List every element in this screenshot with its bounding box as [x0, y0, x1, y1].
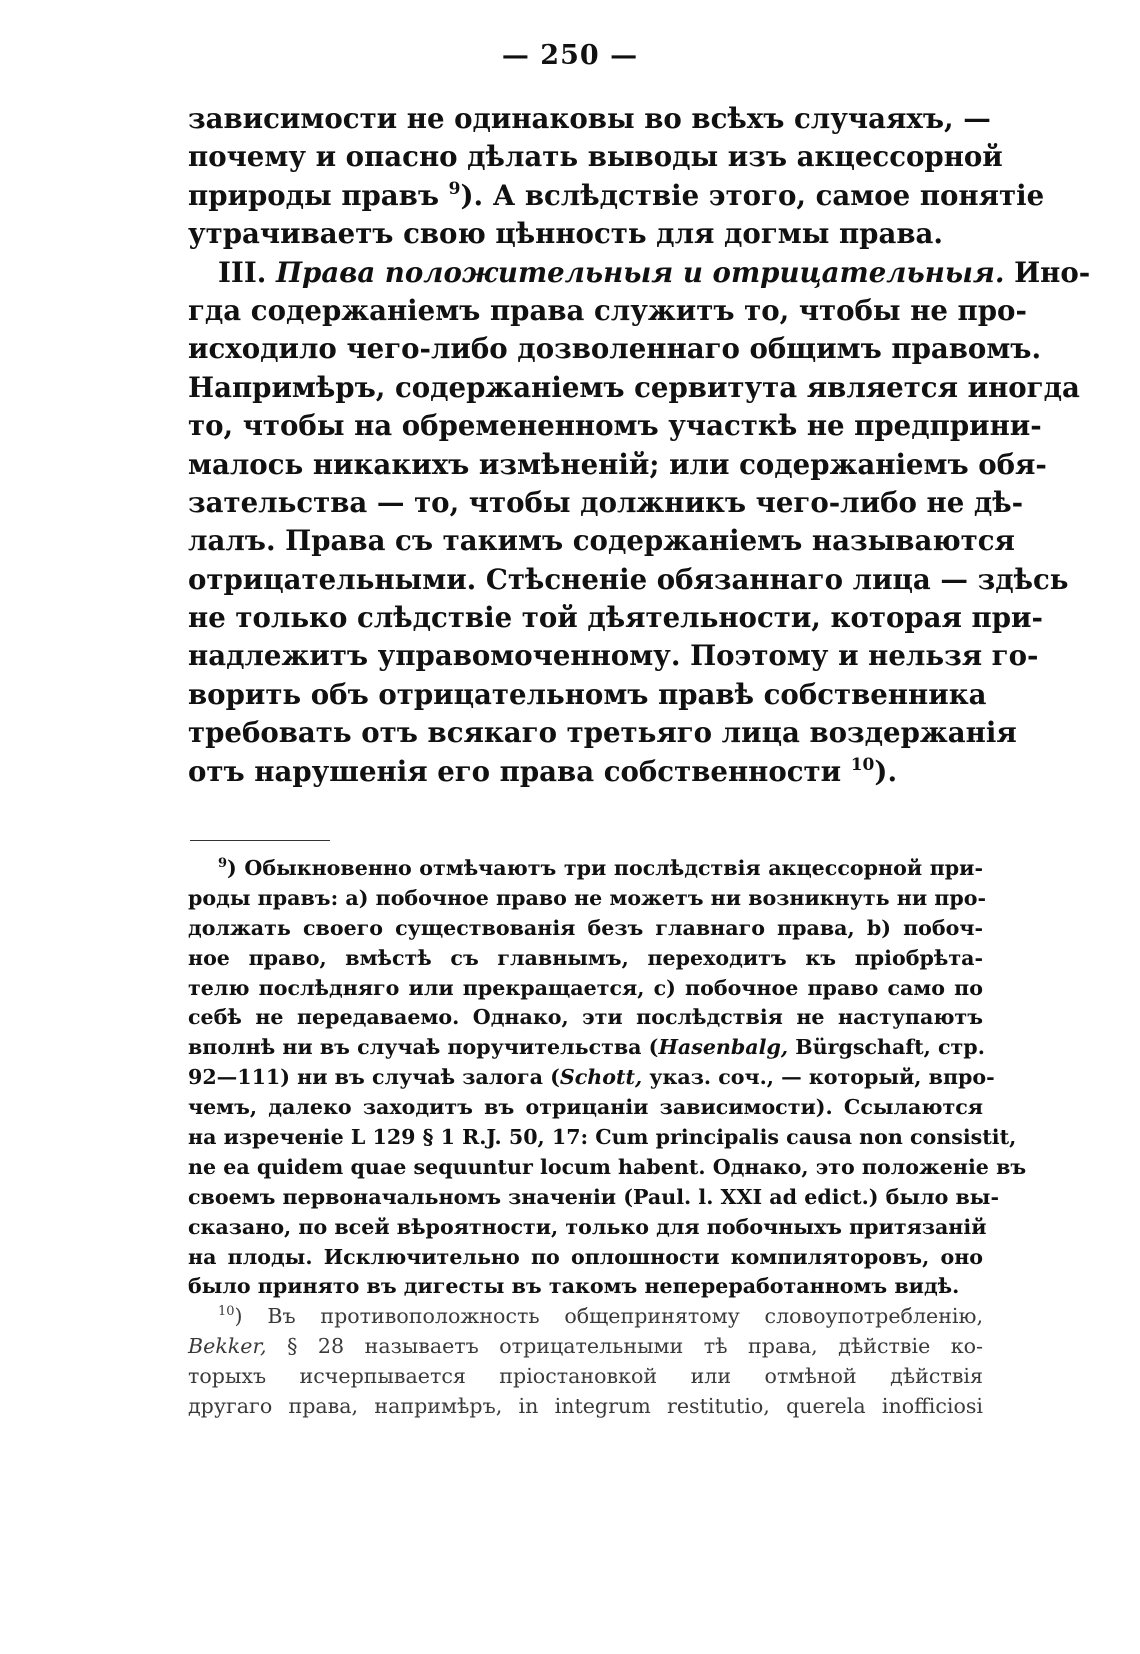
footnote-line [188, 1063, 995, 1093]
footnote-line: роды правъ: a) побочное право не можетъ ни возникнуть ни про- [188, 885, 987, 910]
footnote-line: своемъ первоначальномъ значеніи (Paul. l. XXI ad edict.) было вы- [188, 1184, 999, 1209]
footnote-line [188, 1332, 983, 1362]
text-line: Напримѣръ, содержаніемъ сервитута является иногда [188, 370, 1080, 404]
author-name: Hasenbalg, [658, 1035, 789, 1060]
section-heading-line [188, 254, 1091, 292]
text-line: надлежитъ управомоченному. Поэтому и нельзя го- [188, 639, 1039, 673]
footnotes [188, 854, 1027, 1422]
text-line: не только слѣдствіе той дѣятельности, которая при- [188, 601, 1043, 635]
text-fragment: Ино- [1014, 255, 1091, 289]
text-fragment: указ. соч., — который, впро- [649, 1065, 995, 1090]
section-title: Права положительныя и отрицательныя. [275, 255, 1005, 289]
footnote-ref-9[interactable]: 9 [448, 178, 461, 199]
text-fragment: ) Обыкновенно отмѣчаютъ три послѣдствія акцессорной при- [227, 856, 983, 880]
text-fragment: Bürgschaft, стр. [795, 1035, 985, 1060]
text-line: отрицательными. Стѣсненіе обязаннаго лица — здѣсь [188, 562, 1069, 596]
text-fragment: вполнѣ ни въ случаѣ поручительства ( [188, 1035, 659, 1060]
footnote-line: на плоды. Исключительно по оплошности компиляторовъ, оно [188, 1244, 983, 1269]
footnote-line [188, 854, 983, 884]
text-line: зательства — то, чтобы должникъ чего-либо не дѣ- [188, 485, 1024, 519]
footnote-ref-10[interactable]: 10 [850, 754, 875, 775]
footnote-mark-9: 9 [218, 856, 228, 871]
footnote-line [188, 1302, 983, 1332]
text-line: ворить объ отрицательномъ правѣ собственника [188, 677, 987, 711]
author-name: Bekker, [188, 1334, 267, 1359]
footnote-divider [190, 840, 330, 841]
text-fragment: отъ нарушенія его права собственности [188, 754, 842, 788]
text-fragment: природы правъ [188, 178, 440, 212]
footnote-line: себѣ не передаваемо. Однако, эти послѣдствія не наступаютъ [188, 1005, 983, 1030]
text-line [188, 753, 983, 791]
author-name: Schott, [559, 1065, 643, 1090]
text-line [188, 177, 1045, 215]
footnote-line: телю послѣдняго или прекращается, c) побочное право само по [188, 975, 983, 1000]
footnote-line: ne ea quidem quae sequuntur locum habent. Однако, это положеніе въ [188, 1154, 1027, 1179]
text-line: малось никакихъ измѣненій; или содержаніемъ обя- [188, 447, 1047, 481]
section-number: III. [218, 255, 267, 289]
text-line: лалъ. Права съ такимъ содержаніемъ называются [188, 524, 1015, 558]
footnote-mark-10: 10 [218, 1304, 235, 1320]
footnote-line [188, 1033, 983, 1063]
text-line: то, чтобы на обремененномъ участкѣ не предприни- [188, 409, 1042, 443]
main-text [188, 100, 1091, 791]
text-fragment: ). [874, 754, 898, 788]
text-line: почему и опасно дѣлать выводы изъ акцессорной [188, 140, 1003, 174]
text-fragment: ) Въ противоположность общепринятому словоупотребленію, [234, 1304, 983, 1329]
text-line: гда содержаніемъ права служитъ то, чтобы не про- [188, 293, 1027, 327]
text-line: требовать отъ всякаго третьяго лица воздержанія [188, 716, 1017, 750]
text-fragment: 92—111) ни въ случаѣ залога ( [188, 1065, 560, 1090]
footnote-line: ное право, вмѣстѣ съ главнымъ, переходитъ къ пріобрѣта- [188, 945, 983, 970]
footnote-line: торыхъ исчерпывается пріостановкой или отмѣной дѣйствія [188, 1364, 983, 1389]
text-line: утрачиваетъ свою цѣнность для догмы права. [188, 217, 943, 251]
text-line: зависимости не одинаковы во всѣхъ случаяхъ, — [188, 102, 991, 135]
page-number: — 250 — [501, 40, 639, 71]
text-fragment: § 28 называетъ отрицательными тѣ права, дѣйствіе ко- [287, 1334, 983, 1359]
footnote-line: на изреченіе L 129 § 1 R.J. 50, 17: Cum principalis causa non consistit, [188, 1125, 1017, 1150]
footnote-line: чемъ, далеко заходитъ въ отрицаніи зависимости). Ссылаются [188, 1095, 983, 1120]
text-fragment: ). А вслѣдствіе этого, самое понятіе [460, 178, 1045, 212]
footnote-line: другаго права, напримѣръ, in integrum restitutio, querela inofficiosi [188, 1394, 983, 1419]
text-line: исходило чего-либо дозволеннаго общимъ правомъ. [188, 332, 1042, 366]
footnote-line: было принято въ дигесты въ такомъ непереработанномъ видѣ. [188, 1274, 960, 1299]
footnote-line: должать своего существованія безъ главнаго права, b) побоч- [188, 915, 983, 940]
footnote-line: сказано, по всей вѣроятности, только для побочныхъ притязаній [188, 1214, 987, 1239]
